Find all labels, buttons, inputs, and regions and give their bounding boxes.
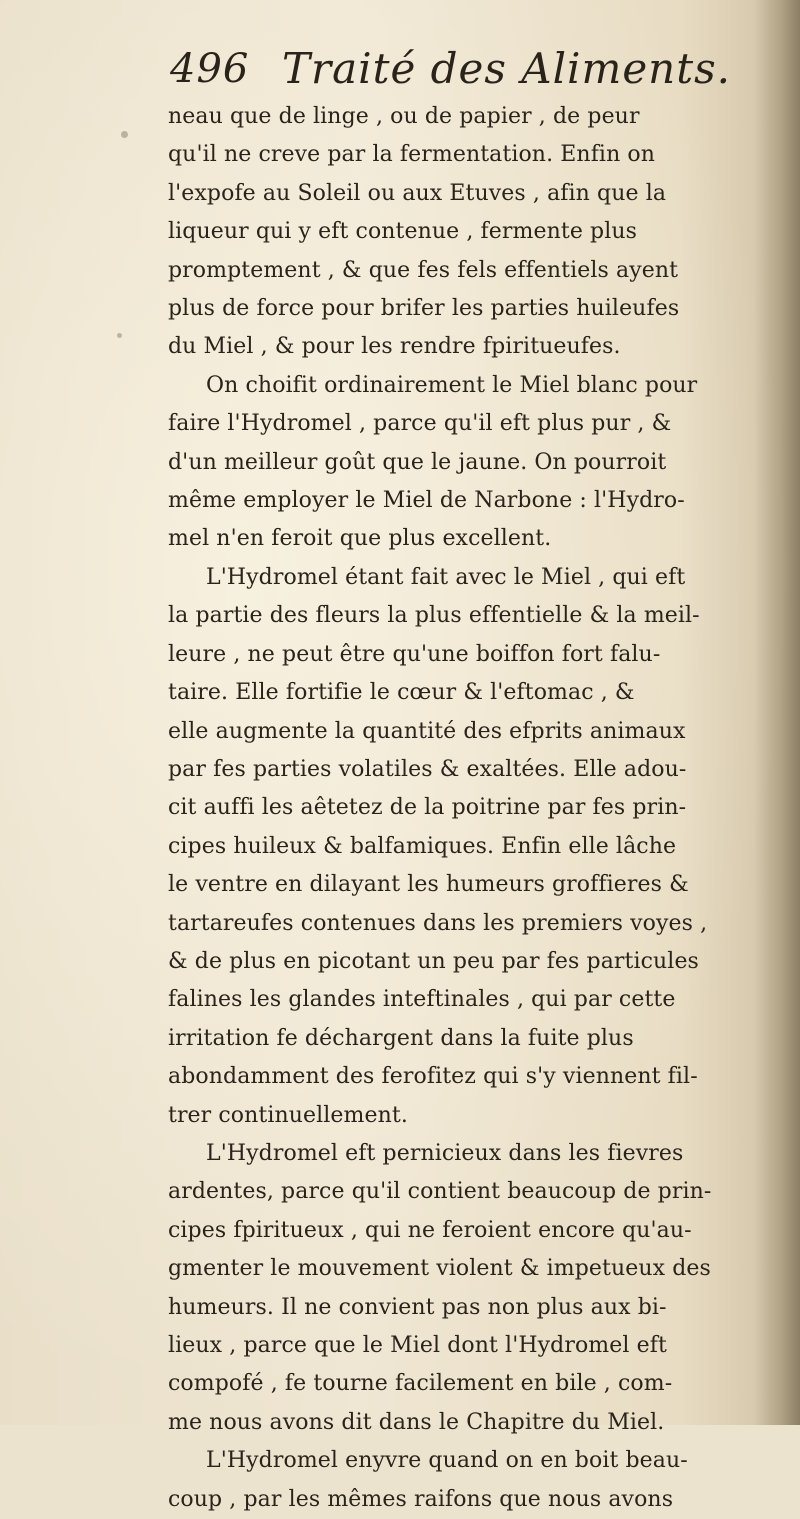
page-number: 496 — [170, 46, 250, 92]
text-line: liqueur qui y eft contenue , fermente plus — [168, 219, 638, 245]
text-line: la partie des fleurs la plus effentielle & la meil- — [168, 603, 700, 629]
text-line: par fes parties volatiles & exaltées. Elle adou- — [168, 756, 687, 782]
text-line: irritation fe déchargent dans la fuite plus — [168, 1025, 634, 1051]
text-line: coup , par les mêmes raifons que nous avons — [168, 1486, 674, 1512]
text-line: plus de force pour brifer les parties huileufes — [168, 296, 680, 322]
text-line: me nous avons dit dans le Chapitre du Miel. — [168, 1409, 665, 1435]
text-line: L'Hydromel enyvre quand on en boit beau- — [206, 1448, 688, 1474]
text-line: même employer le Miel de Narbone : l'Hydro- — [168, 488, 685, 514]
text-line: qu'il ne creve par la fermentation. Enfin on — [168, 142, 656, 168]
text-line: promptement , & que fes fels effentiels ayent — [168, 257, 679, 283]
text-line: trer continuellement. — [168, 1102, 408, 1128]
text-line: le ventre en dilayant les humeurs groffieres & — [168, 872, 689, 898]
body-text — [168, 98, 788, 1519]
text-line: abondamment des ferofitez qui s'y viennent fil- — [168, 1064, 698, 1090]
text-line: leure , ne peut être qu'une boiffon fort falu- — [168, 641, 661, 667]
text-line: tartareufes contenues dans les premiers voyes , — [168, 910, 708, 936]
text-line: taire. Elle fortifie le cœur & l'eftomac , & — [168, 680, 635, 706]
text-line: L'Hydromel eft pernicieux dans les fievres — [206, 1140, 684, 1166]
text-line: compofé , fe tourne facilement en bile , com- — [168, 1371, 673, 1397]
text-line: On choifit ordinairement le Miel blanc pour — [206, 372, 698, 398]
text-line: lieux , parce que le Miel dont l'Hydromel eft — [168, 1333, 667, 1358]
text-line: d'un meilleur goût que le jaune. On pourroit — [168, 449, 667, 475]
text-line: cipes huileux & balfamiques. Enfin elle lâche — [168, 833, 677, 859]
text-line: elle augmente la quantité des efprits animaux — [168, 718, 686, 744]
text-line: ardentes, parce qu'il contient beaucoup de prin- — [168, 1179, 712, 1205]
text-line: faire l'Hydromel , parce qu'il eft plus pur , & — [168, 411, 672, 437]
ink-spot — [121, 131, 128, 138]
text-line: neau que de linge , ou de papier , de peur — [168, 104, 640, 129]
running-title: Traité des Aliments. — [282, 44, 732, 93]
text-line: cipes fpiritueux , qui ne feroient encore qu'au- — [168, 1217, 692, 1243]
text-line: mel n'en feroit que plus excellent. — [168, 526, 552, 552]
text-line: gmenter le mouvement violent & impetueux des — [168, 1256, 711, 1282]
page-header — [170, 38, 730, 98]
text-line: l'expofe au Soleil ou aux Etuves , afin que la — [168, 180, 667, 206]
text-line: & de plus en picotant un peu par fes particules — [168, 948, 699, 974]
ink-spot — [117, 333, 122, 338]
text-line: du Miel , & pour les rendre fpiritueufes. — [168, 334, 621, 360]
text-line: humeurs. Il ne convient pas non plus aux bi- — [168, 1294, 667, 1320]
text-line: cit auffi les aêtetez de la poitrine par fes prin- — [168, 795, 687, 821]
text-line: falines les glandes inteftinales , qui par cette — [168, 987, 676, 1013]
text-line: L'Hydromel étant fait avec le Miel , qui eft — [206, 564, 686, 590]
